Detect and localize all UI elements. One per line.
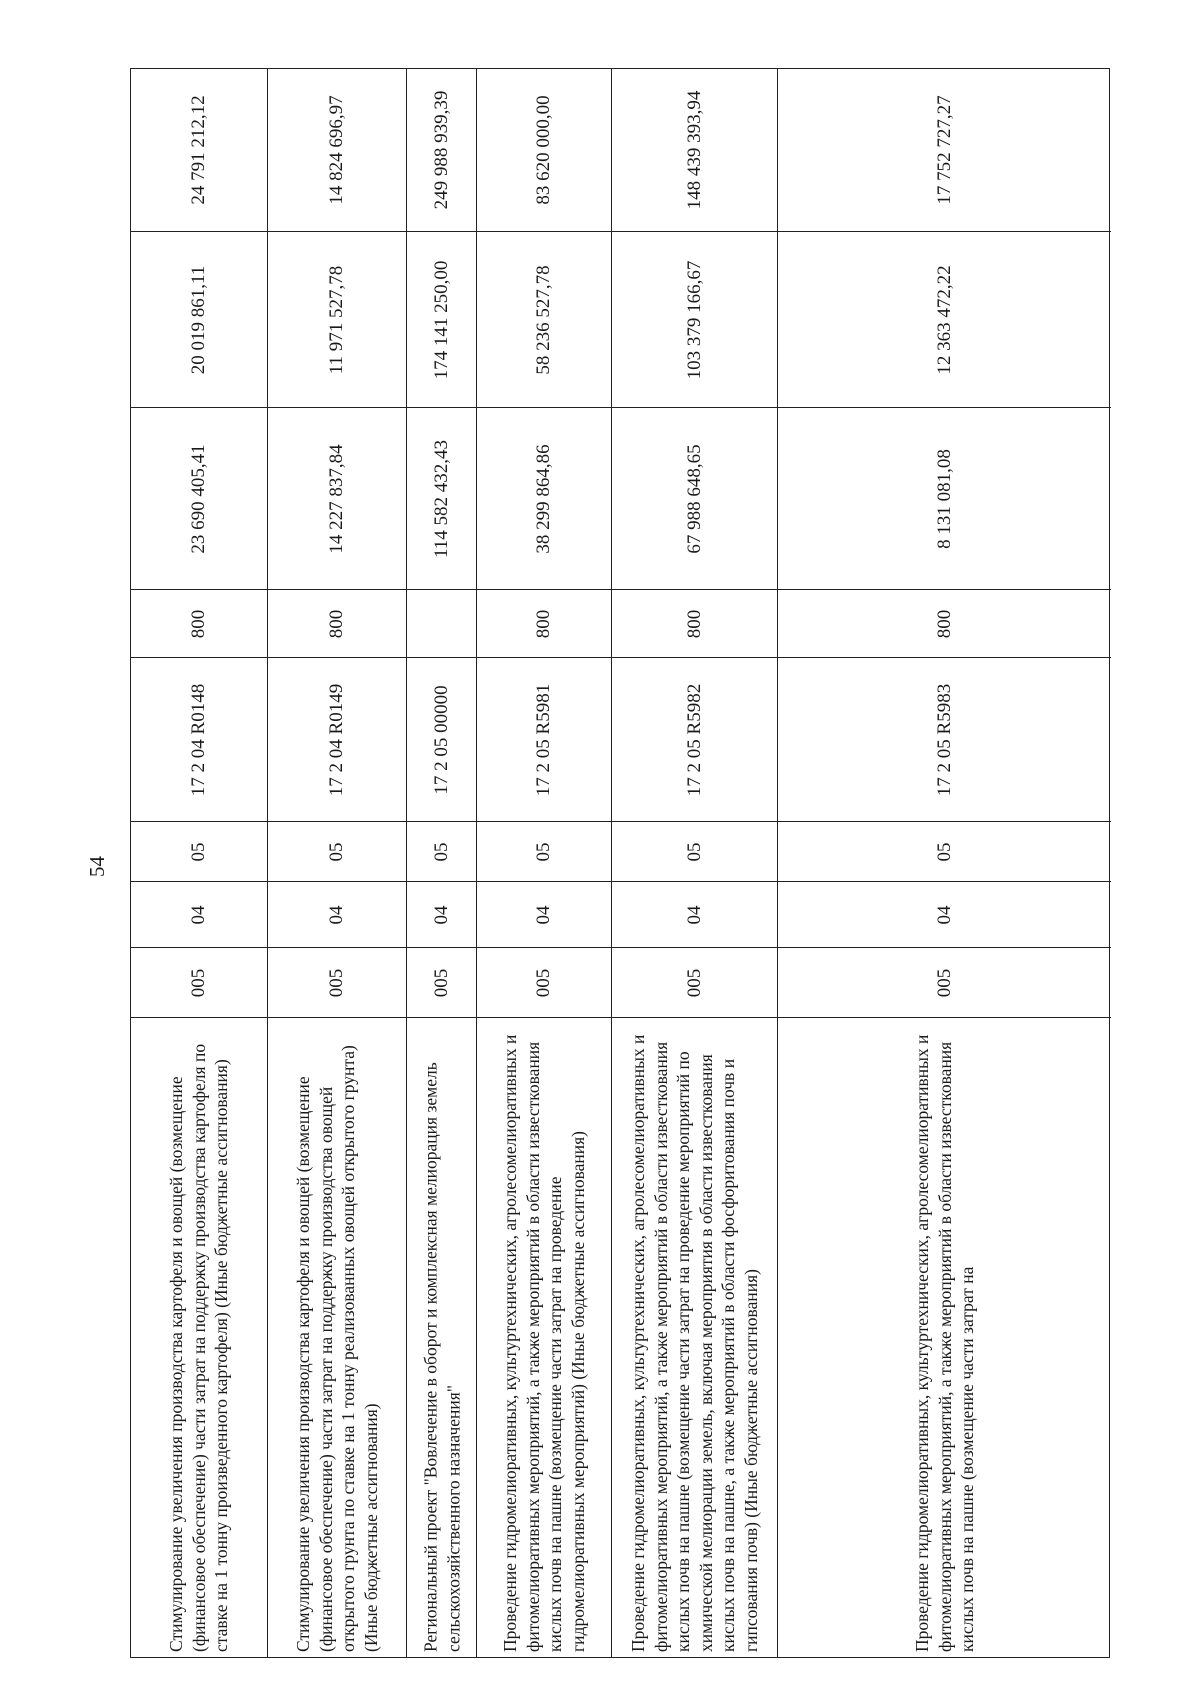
cell-text: 005: [933, 968, 955, 997]
cell-subsection: [407, 821, 476, 881]
cell-expense-type: [778, 589, 1111, 657]
cell-amount-1: [268, 407, 406, 589]
cell-amount-2: [477, 231, 611, 407]
cell-amount-2: [268, 231, 406, 407]
cell-ministry: [778, 947, 1111, 1017]
cell-text: 38 299 864,86: [533, 443, 554, 554]
cell-text: Стимулирование увеличения производства картофеля и овощей (возмещение (финансовое обеспечение) части затрат на поддержку производства овощей открытого грунта по ставке на 1 тонну реализованных овощей открытого грунта) (Иные бюджетные ассигнования): [292, 1044, 381, 1652]
cell-text: 005: [188, 968, 209, 997]
cell-description: [477, 1017, 611, 1659]
cell-target: [131, 657, 267, 821]
cell-text: 05: [188, 842, 209, 861]
cell-text: 04: [326, 905, 347, 924]
cell-section: [131, 881, 267, 947]
cell-text: 04: [683, 905, 705, 924]
cell-text: 05: [430, 842, 452, 861]
cell-amount-1: [131, 407, 267, 589]
cell-amount-3: [612, 69, 777, 231]
cell-text: 005: [533, 968, 554, 997]
cell-text: 148 439 393,94: [683, 90, 705, 210]
cell-expense-type: [407, 589, 476, 657]
cell-target: [477, 657, 611, 821]
cell-description: [778, 1017, 1111, 1659]
cell-text: 800: [933, 609, 955, 638]
cell-subsection: [131, 821, 267, 881]
cell-amount-2: [407, 231, 476, 407]
table-row: [267, 69, 406, 1657]
cell-text: 103 379 166,67: [683, 260, 705, 379]
cell-text: 24 791 212,12: [188, 95, 209, 205]
cell-target: [612, 657, 777, 821]
cell-text: 8 131 081,08: [933, 448, 955, 549]
cell-amount-2: [778, 231, 1111, 407]
cell-expense-type: [131, 589, 267, 657]
cell-text: 005: [430, 968, 452, 997]
cell-section: [477, 881, 611, 947]
cell-text: 17 2 04 R0148: [188, 683, 209, 796]
cell-amount-3: [268, 69, 406, 231]
cell-text: 11 971 527,78: [326, 265, 347, 374]
cell-text: Проведение гидромелиоративных, культуртехнических, агролесомелиоративных и фитомелиоративных мероприятий, а также мероприятий в области известкования кислых почв на пашне (возмещение части затрат на проведение гидромелиоративных мероприятий) (Иные бюджетные ассигнования): [499, 1034, 588, 1652]
cell-section: [407, 881, 476, 947]
cell-text: 800: [683, 609, 705, 638]
cell-text: 800: [533, 609, 554, 638]
page-number: 54: [84, 855, 109, 877]
cell-text: 17 2 05 R5982: [683, 683, 705, 796]
cell-amount-1: [477, 407, 611, 589]
cell-text: 20 019 861,11: [188, 265, 209, 374]
table-row: [777, 69, 1111, 1657]
cell-text: 249 988 939,39: [430, 90, 452, 210]
table-row: [131, 69, 267, 1657]
cell-text: 14 227 837,84: [326, 443, 347, 554]
cell-amount-2: [612, 231, 777, 407]
cell-target: [407, 657, 476, 821]
table-row: [406, 69, 476, 1657]
cell-description: [612, 1017, 777, 1659]
cell-expense-type: [612, 589, 777, 657]
cell-section: [268, 881, 406, 947]
cell-subsection: [778, 821, 1111, 881]
cell-text: 14 824 696,97: [326, 95, 347, 205]
cell-ministry: [268, 947, 406, 1017]
cell-text: 58 236 527,78: [533, 264, 554, 375]
cell-description: [131, 1017, 267, 1659]
cell-text: 005: [326, 968, 347, 997]
cell-description: [268, 1017, 406, 1659]
cell-subsection: [477, 821, 611, 881]
cell-ministry: [477, 947, 611, 1017]
cell-text: 005: [683, 968, 705, 997]
cell-amount-2: [131, 231, 267, 407]
cell-amount-3: [778, 69, 1111, 231]
cell-text: 04: [933, 905, 955, 924]
cell-target: [778, 657, 1111, 821]
cell-amount-1: [407, 407, 476, 589]
cell-text: 04: [188, 905, 209, 924]
cell-subsection: [268, 821, 406, 881]
cell-section: [612, 881, 777, 947]
cell-text: Проведение гидромелиоративных, культуртехнических, агролесомелиоративных и фитомелиоративных мероприятий, а также мероприятий в области известкования кислых почв на пашне (возмещение части затрат на проведение мероприятий по химической мелиорации земель, включая мероприятия в области известкования кислых почв на пашне, а также мероприятий в области фосфоритования почв и гипсования почв) (Иные бюджетные ассигнования): [627, 1034, 761, 1652]
cell-text: 12 363 472,22: [933, 264, 955, 375]
cell-text: 83 620 000,00: [533, 95, 554, 205]
cell-text: 174 141 250,00: [430, 260, 452, 379]
cell-text: Стимулирование увеличения производства картофеля и овощей (возмещение (финансовое обеспечение) части затрат на поддержку производства картофеля по ставке на 1 тонну произведенного картофеля) (Иные бюджетные ассигнования): [166, 1043, 232, 1652]
cell-text: 04: [533, 905, 554, 924]
cell-amount-3: [477, 69, 611, 231]
cell-text: 05: [933, 842, 955, 861]
cell-amount-3: [131, 69, 267, 231]
cell-text: 67 988 648,65: [683, 443, 705, 554]
cell-text: 05: [533, 842, 554, 861]
cell-ministry: [131, 947, 267, 1017]
cell-subsection: [612, 821, 777, 881]
cell-text: 04: [430, 905, 452, 924]
cell-text: 17 2 05 00000: [430, 684, 452, 795]
budget-table: [130, 68, 1110, 1658]
cell-text: Проведение гидромелиоративных, культуртехнических, агролесомелиоративных и фитомелиоративных мероприятий, а также мероприятий в области известкования кислых почв на пашне (возмещение части затрат на: [911, 1034, 977, 1652]
cell-text: 05: [326, 842, 347, 861]
cell-description: [407, 1017, 476, 1659]
cell-amount-3: [407, 69, 476, 231]
cell-text: 17 2 05 R5981: [533, 683, 554, 796]
cell-ministry: [407, 947, 476, 1017]
cell-ministry: [612, 947, 777, 1017]
cell-text: 17 2 05 R5983: [933, 683, 955, 796]
cell-text: 114 582 432,43: [430, 439, 452, 558]
cell-text: 17 752 727,27: [933, 95, 955, 205]
cell-text: Региональный проект "Вовлечение в оборот и комплексная мелиорация земель сельскохозяйственного назначения": [419, 1061, 463, 1652]
cell-section: [778, 881, 1111, 947]
cell-amount-1: [612, 407, 777, 589]
cell-text: 17 2 04 R0149: [326, 683, 347, 796]
cell-expense-type: [477, 589, 611, 657]
cell-text: 800: [188, 609, 209, 638]
table-row: [476, 69, 611, 1657]
cell-expense-type: [268, 589, 406, 657]
cell-text: 23 690 405,41: [188, 443, 209, 554]
cell-text: 800: [326, 609, 347, 638]
cell-target: [268, 657, 406, 821]
cell-amount-1: [778, 407, 1111, 589]
table-row: [611, 69, 777, 1657]
cell-text: 05: [683, 842, 705, 861]
